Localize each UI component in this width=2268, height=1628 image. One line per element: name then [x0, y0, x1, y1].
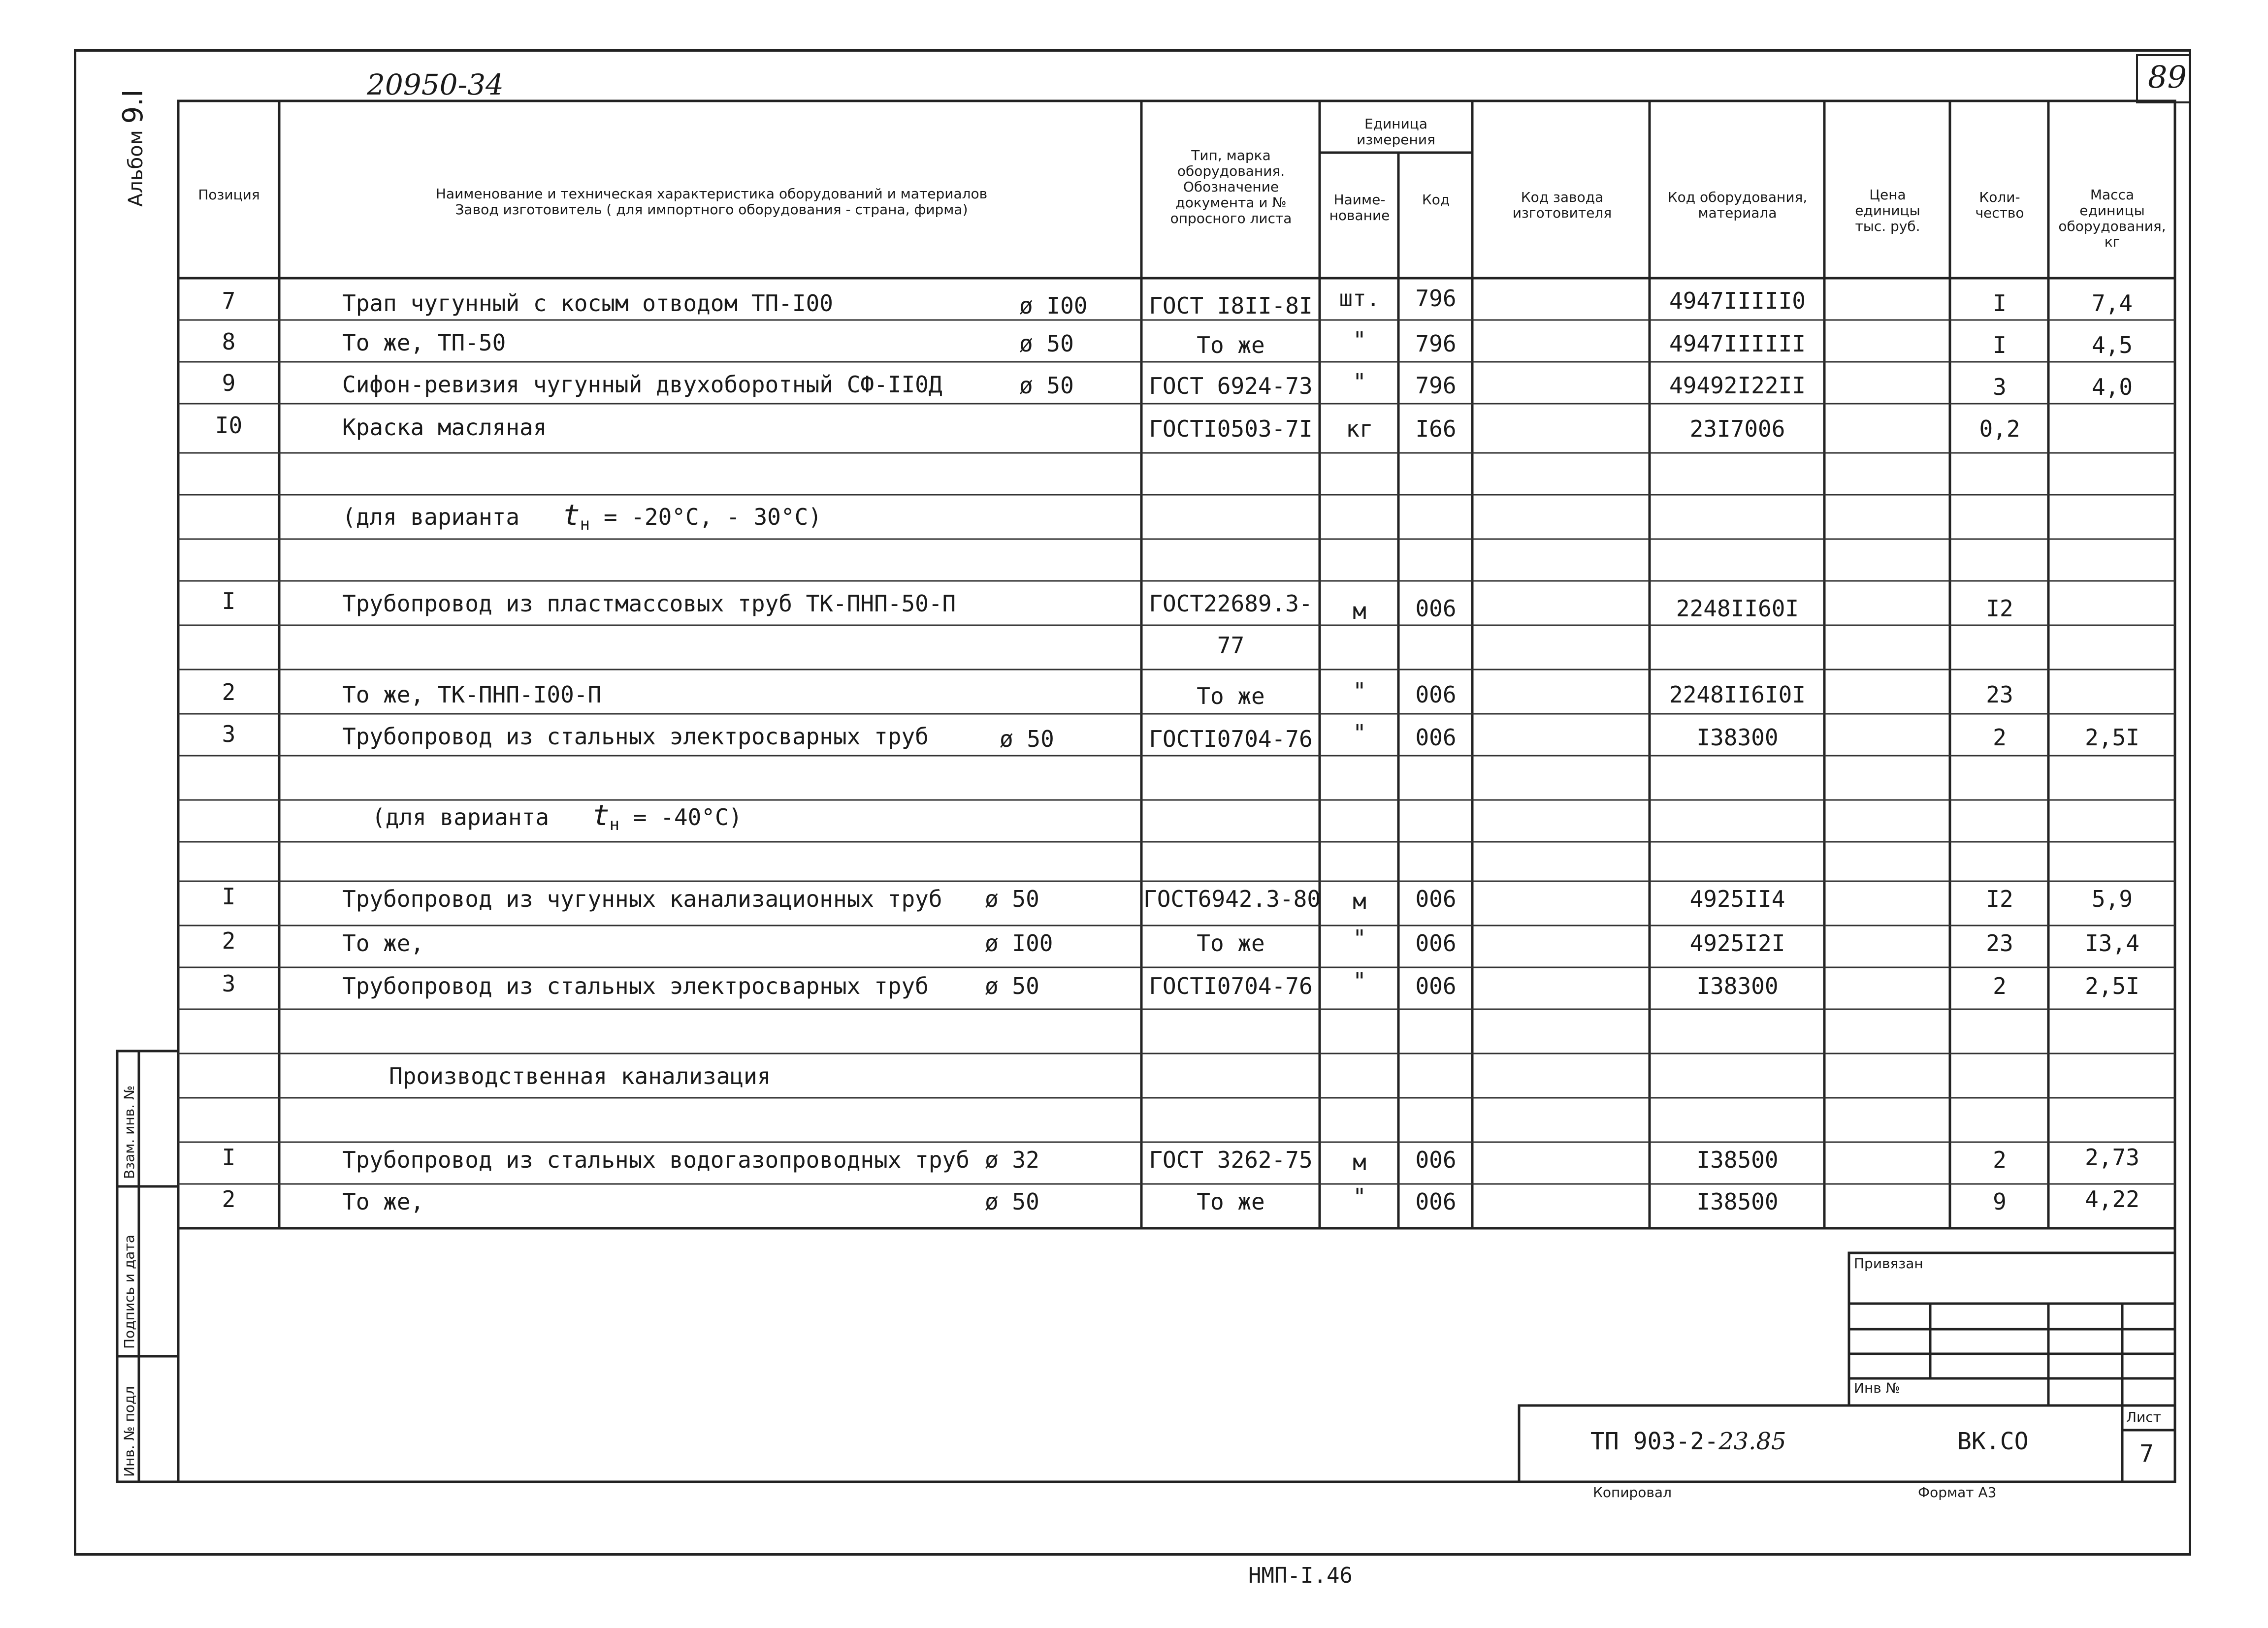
side-stamp-vzam: Взам. инв. № [121, 1085, 137, 1179]
section-variant-2-sub: н [609, 815, 620, 835]
row-1-qty: I [1993, 332, 2007, 358]
header-mass-line3: оборудования, [2058, 218, 2166, 234]
row-7-pos: I [222, 883, 236, 910]
title-format: Формат А3 [1918, 1484, 1997, 1500]
title-doc-code-hw: 23.85 [1718, 1428, 1786, 1455]
side-stamp-inv: Инв. № подл [121, 1386, 137, 1477]
row-11-doc: То же [1197, 1188, 1265, 1215]
header-position: Позиция [198, 187, 260, 203]
title-doc-code-print: ТП 903-2- [1590, 1428, 1719, 1455]
section-industrial: Производственная канализация [389, 1063, 771, 1089]
row-8-unit: " [1353, 925, 1366, 952]
header-qty-line1: Коли- [1979, 189, 2020, 205]
row-5-code: 006 [1415, 681, 1457, 708]
title-privyazan: Привязан [1854, 1255, 1923, 1272]
row-11-dia: ø 50 [985, 1188, 1039, 1215]
row-9-mass: 2,5I [2085, 973, 2139, 999]
row-10-pos: I [222, 1144, 236, 1171]
row-4-unit: м [1353, 598, 1366, 624]
row-0-dia: ø I00 [1019, 292, 1088, 319]
row-1-doc: То же [1197, 332, 1265, 358]
row-8-equip: 4925I2I [1689, 930, 1785, 957]
row-9-equip: I38300 [1696, 973, 1779, 999]
row-11-unit: " [1353, 1183, 1366, 1210]
title-kopiroval: Копировал [1593, 1484, 1672, 1500]
row-4-code: 006 [1415, 595, 1457, 622]
row-0-unit: шт. [1339, 285, 1380, 312]
row-10-mass: 2,73 [2085, 1144, 2139, 1171]
section-variant-2-value: = -40°C) [633, 804, 743, 830]
row-0-mass: 7,4 [2091, 290, 2133, 317]
row-7-qty: I2 [1986, 886, 2013, 912]
header-type-line3: Обозначение [1183, 179, 1279, 195]
header-unit [1321, 116, 1471, 148]
row-6-equip: I38300 [1696, 724, 1779, 751]
row-10-unit: м [1353, 1149, 1366, 1176]
header-qty-line2: чество [1975, 205, 2024, 221]
row-9-doc: ГОСТI0704-76 [1149, 973, 1313, 999]
row-8-code: 006 [1415, 930, 1457, 957]
header-unit-line2: измерения [1357, 131, 1435, 148]
row-2-pos: 9 [222, 370, 236, 396]
row-10-dia: ø 32 [985, 1147, 1039, 1173]
row-8-doc: То же [1197, 930, 1265, 957]
row-0-name: Трап чугунный с косым отводом ТП-I00 [342, 290, 833, 317]
row-9-pos: 3 [222, 970, 236, 997]
row-7-doc: ГОСТ6942.3-80 [1143, 886, 1321, 912]
row-4-doc: ГОСТ22689.3- [1149, 590, 1313, 617]
header-equip-code [1651, 190, 1824, 221]
row-1-name: То же, ТП-50 [342, 329, 506, 356]
row-1-unit: " [1353, 327, 1366, 353]
footer-stamp: НМП-I.46 [1248, 1563, 1353, 1588]
header-name-line2: Завод изготовитель ( для импортного оборудования - страна, фирма) [455, 201, 968, 218]
row-0-qty: I [1993, 290, 2007, 317]
header-mass-line4: кг [2104, 234, 2120, 250]
header-name-line1: Наименование и техническая характеристика оборудований и материалов [435, 186, 988, 202]
title-list-number: 7 [2139, 1440, 2154, 1468]
row-0-pos: 7 [222, 287, 236, 314]
row-7-dia: ø 50 [985, 886, 1039, 912]
row-3-qty: 0,2 [1979, 415, 2020, 442]
row-5-pos: 2 [222, 679, 236, 705]
section-variant-1-t: t [562, 498, 580, 532]
row-11-mass: 4,22 [2085, 1186, 2139, 1213]
header-type-line2: оборудования. [1177, 163, 1285, 179]
section-variant-2-prefix: (для варианта [372, 804, 550, 830]
row-1-dia: ø 50 [1019, 330, 1074, 357]
header-price [1825, 187, 1950, 234]
row-2-qty: 3 [1993, 374, 2007, 400]
row-11-qty: 9 [1993, 1188, 2007, 1215]
header-price-line1: Цена [1869, 187, 1906, 203]
row-6-unit: " [1353, 720, 1366, 746]
row-9-qty: 2 [1993, 973, 2007, 999]
row-5-doc: То же [1197, 683, 1265, 709]
header-type-line4: документа и № [1175, 194, 1287, 211]
header-type-line1: Тип, марка [1191, 147, 1271, 163]
row-6-doc: ГОСТI0704-76 [1149, 726, 1313, 752]
header-mass-line1: Масса [2090, 187, 2135, 203]
row-9-name: Трубопровод из стальных электросварных труб [342, 973, 929, 999]
row-2-mass: 4,0 [2091, 374, 2133, 400]
row-4-qty: I2 [1986, 595, 2013, 622]
row-6-code: 006 [1415, 724, 1457, 751]
row-10-equip: I38500 [1696, 1147, 1779, 1173]
row-6-qty: 2 [1993, 724, 2007, 751]
row-0-doc: ГОСТ I8II-8I [1149, 292, 1313, 319]
row-3-pos: I0 [215, 412, 243, 439]
row-7-unit: м [1353, 888, 1366, 915]
row-4-doc-continuation: 77 [1217, 632, 1245, 659]
side-stamp-podpis: Подпись и дата [121, 1235, 137, 1349]
header-mass [2049, 187, 2175, 250]
row-1-code: 796 [1415, 330, 1457, 357]
handwritten-number: 20950-34 [367, 68, 504, 101]
row-3-name: Краска масляная [342, 414, 547, 441]
album-number: 9.I [117, 89, 149, 124]
row-3-code: I66 [1415, 415, 1457, 442]
row-1-pos: 8 [222, 328, 236, 355]
header-unit-name-line2: нование [1329, 207, 1390, 223]
page-corner-number: 89 [2148, 59, 2187, 95]
row-9-dia: ø 50 [985, 973, 1039, 999]
row-6-mass: 2,5I [2085, 724, 2139, 751]
row-8-name: То же, [342, 930, 424, 957]
row-4-pos: I [222, 588, 236, 614]
header-type [1142, 148, 1320, 226]
row-6-pos: 3 [222, 721, 236, 747]
section-variant-2-t: t [592, 798, 610, 832]
section-variant-1-value: = -20°C, - 30°C) [603, 504, 822, 530]
header-type-line5: опросного листа [1170, 210, 1292, 226]
row-2-dia: ø 50 [1019, 372, 1074, 399]
header-price-line3: тыс. руб. [1855, 218, 1920, 234]
row-0-equip: 4947IIIII0 [1669, 287, 1806, 314]
row-4-name: Трубопровод из пластмассовых труб ТК-ПНП-50-П [342, 590, 956, 617]
row-2-doc: ГОСТ 6924-73 [1149, 373, 1313, 399]
row-4-equip: 2248II60I [1676, 595, 1799, 622]
section-variant-1 [342, 498, 822, 537]
row-3-unit: кг [1346, 415, 1373, 442]
row-11-code: 006 [1415, 1188, 1457, 1215]
header-factory-code-line1: Код завода [1521, 189, 1604, 205]
row-8-mass: I3,4 [2085, 930, 2139, 957]
row-5-unit: " [1353, 678, 1366, 704]
row-7-mass: 5,9 [2091, 886, 2133, 912]
title-list-label: Лист [2126, 1409, 2161, 1425]
section-variant-1-prefix: (для варианта [342, 504, 520, 530]
row-11-pos: 2 [222, 1186, 236, 1213]
row-10-code: 006 [1415, 1147, 1457, 1173]
row-8-pos: 2 [222, 927, 236, 954]
header-price-line2: единицы [1855, 202, 1920, 219]
row-8-dia: ø I00 [985, 930, 1053, 957]
row-10-qty: 2 [1993, 1147, 2007, 1173]
row-6-name: Трубопровод из стальных электросварных труб [342, 723, 929, 750]
row-6-dia: ø 50 [1000, 726, 1054, 752]
header-name [286, 186, 1137, 218]
row-2-name: Сифон-ревизия чугунный двухоборотный СФ-II0Д [342, 371, 942, 398]
header-equip-code-line1: Код оборудования, [1667, 189, 1808, 205]
row-7-code: 006 [1415, 886, 1457, 912]
row-8-qty: 23 [1986, 930, 2013, 957]
section-variant-2 [372, 798, 743, 837]
row-10-doc: ГОСТ 3262-75 [1149, 1147, 1313, 1173]
row-11-equip: I38500 [1696, 1188, 1779, 1215]
header-mass-line2: единицы [2079, 202, 2145, 219]
header-unit-name-line1: Наиме- [1333, 192, 1386, 208]
row-5-name: То же, ТК-ПНП-I00-П [342, 681, 602, 708]
row-1-equip: 4947IIIIII [1669, 330, 1806, 357]
header-unit-code: Код [1422, 192, 1450, 208]
row-7-equip: 4925II4 [1689, 886, 1785, 912]
row-2-equip: 49492I22II [1669, 372, 1806, 399]
header-factory-code-line2: изготовителя [1512, 205, 1612, 221]
row-10-name: Трубопровод из стальных водогазопроводных труб [342, 1147, 970, 1173]
row-1-mass: 4,5 [2091, 332, 2133, 358]
title-inv-no: Инв № [1854, 1380, 1900, 1396]
section-variant-1-sub: н [580, 514, 590, 535]
header-factory-code [1475, 190, 1650, 221]
row-7-name: Трубопровод из чугунных канализационных труб [342, 886, 942, 912]
header-unit-line1: Единица [1364, 116, 1427, 132]
header-unit-name [1321, 192, 1398, 223]
row-9-unit: " [1353, 968, 1366, 994]
title-doc-code [1590, 1428, 1786, 1455]
row-3-equip: 23I7006 [1689, 415, 1785, 442]
row-5-qty: 23 [1986, 681, 2013, 708]
row-9-code: 006 [1415, 973, 1457, 999]
header-qty [1951, 190, 2048, 221]
row-5-equip: 2248II6I0I [1669, 681, 1806, 708]
row-0-code: 796 [1415, 285, 1457, 312]
row-2-unit: " [1353, 369, 1366, 395]
row-11-name: То же, [342, 1188, 424, 1215]
row-3-doc: ГОСТI0503-7I [1149, 415, 1313, 442]
title-sheet-mark: ВК.СО [1957, 1428, 2029, 1455]
row-2-code: 796 [1415, 372, 1457, 399]
header-equip-code-line2: материала [1698, 205, 1777, 221]
album-label-text: Альбом [125, 130, 147, 207]
